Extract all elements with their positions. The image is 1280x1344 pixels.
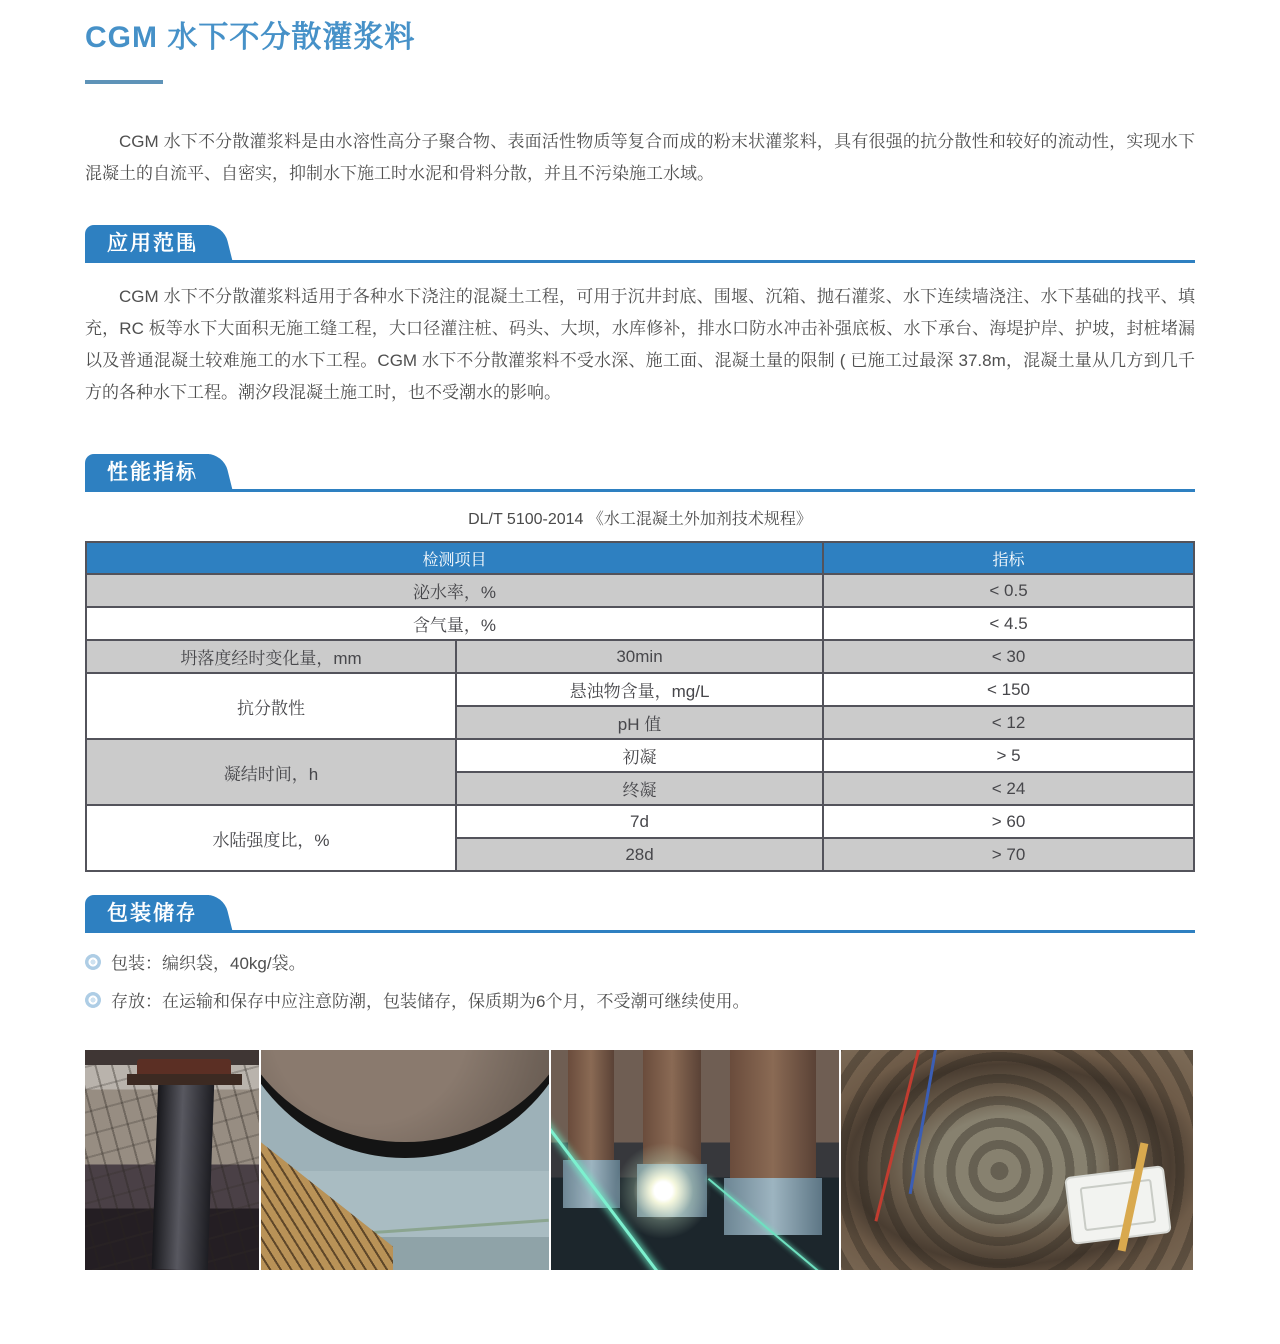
ring-bullet-icon <box>85 992 101 1008</box>
pier-collar-repair-photo <box>261 1050 549 1270</box>
metric-cell: 泌水率，% <box>86 574 823 607</box>
performance-table <box>85 541 1195 872</box>
standard-caption: DL/T 5100-2014 《水工混凝土外加剂技术规程》 <box>468 511 812 528</box>
title-underline <box>85 80 163 84</box>
sub-metric-cell: 28d <box>456 838 823 871</box>
photo-strip <box>85 1050 1193 1270</box>
metric-cell: 含气量，% <box>86 607 823 640</box>
value-cell: < 30 <box>823 640 1194 673</box>
value-cell: < 4.5 <box>823 607 1194 640</box>
storage-bullet-packaging <box>85 949 1195 974</box>
table-row <box>86 739 1194 772</box>
value-cell: < 0.5 <box>823 574 1194 607</box>
sub-metric-cell: 7d <box>456 805 823 838</box>
metric-cell: 坍落度经时变化量，mm <box>86 640 456 673</box>
bullet-text: 存放：在运输和保存中应注意防潮，包装储存，保质期为6个月，不受潮可继续使用。 <box>111 992 750 1011</box>
group-cell: 水陆强度比，% <box>86 805 456 871</box>
value-cell: < 24 <box>823 772 1194 805</box>
night-piers-laser-photo <box>551 1050 839 1270</box>
group-cell: 抗分散性 <box>86 673 456 739</box>
table-row <box>86 805 1194 838</box>
table-row <box>86 574 1194 607</box>
section-header-storage <box>85 892 1195 933</box>
bullet-text: 包装：编织袋，40kg/袋。 <box>111 954 306 973</box>
header-cell-index: 指标 <box>823 542 1194 574</box>
sub-metric-cell: pH 值 <box>456 706 823 739</box>
section-header-application <box>85 222 1195 263</box>
ring-bullet-icon <box>85 954 101 970</box>
sub-metric-cell: 悬浊物含量，mg/L <box>456 673 823 706</box>
header-cell-item: 检测项目 <box>86 542 823 574</box>
value-cell: > 60 <box>823 805 1194 838</box>
intro-paragraph: CGM 水下不分散灌浆料是由水溶性高分子聚合物、表面活性物质等复合而成的粉末状灌浆料，具有很强的抗分散性和较好的流动性，实现水下混凝土的自流平、自密实，抑制水下施工时水泥和骨料分散，并且不污染施工水域。 <box>85 132 1195 183</box>
value-cell: < 150 <box>823 673 1194 706</box>
page-title: CGM 水下不分散灌浆料 <box>85 21 416 54</box>
table-header-row <box>86 542 1194 574</box>
value-cell: < 12 <box>823 706 1194 739</box>
table-row <box>86 640 1194 673</box>
sub-metric-cell: 30min <box>456 640 823 673</box>
sub-metric-cell: 初凝 <box>456 739 823 772</box>
value-cell: > 5 <box>823 739 1194 772</box>
application-paragraph: CGM 水下不分散灌浆料适用于各种水下浇注的混凝土工程，可用于沉井封底、围堰、沉箱、抛石灌浆、水下连续墙浇注、水下基础的找平、填充，RC 板等水下大面积无施工缝工程，大口径灌注桩、码头、大坝，水库修补，排水口防水冲击补强底板、水下承台、海堤护岸、护坡，封桩堵漏以及普通混凝土较难施工的水下工程。CGM 水下不分散灌浆料不受水深、施工面、混凝土量的限制 ( 已施工过最深 37.8m，混凝土量从几方到几千方的各种水下工程。潮汐段混凝土施工时，也不受潮水的影响。 <box>85 287 1195 402</box>
pier-with-pipe-photo <box>85 1050 259 1270</box>
table-row <box>86 607 1194 640</box>
value-cell: > 70 <box>823 838 1194 871</box>
storage-badge: 包装储存 <box>85 895 209 933</box>
performance-badge: 性能指标 <box>85 454 209 492</box>
storage-bullet-keeping <box>85 987 1195 1012</box>
group-cell: 凝结时间，h <box>86 739 456 805</box>
application-badge: 应用范围 <box>85 225 209 263</box>
section-header-performance <box>85 451 1195 492</box>
caisson-excavation-photo <box>841 1050 1193 1270</box>
table-row <box>86 673 1194 706</box>
sub-metric-cell: 终凝 <box>456 772 823 805</box>
document-page <box>85 0 1195 1270</box>
